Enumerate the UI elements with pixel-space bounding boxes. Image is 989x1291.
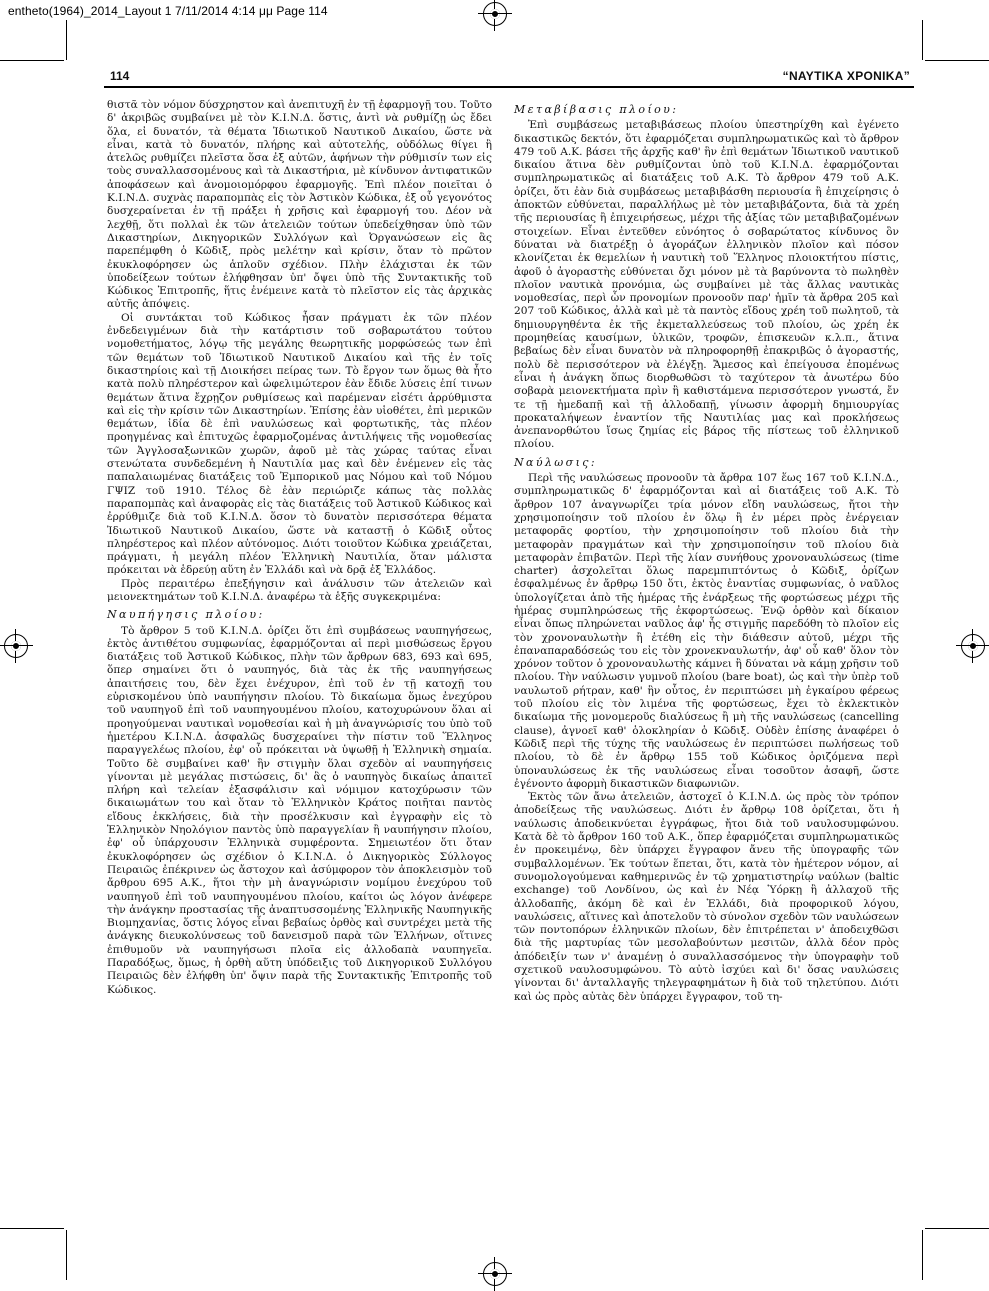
paragraph: θιστᾶ τὸν νόμον δύσχρηστον καὶ ἀνεπιτυχῆ ἐν τῇ ἐφαρμογῇ του. Τοῦτο δ' ἀκριβῶς συμβαίνει μὲ τὸν Κ.Ι.Ν.Δ. ὅστις, ἀντὶ νὰ ρυθμίζῃ ὡς ἔδει ὅλα, εἰ δυνατόν, τὰ θέματα Ἰδιωτικοῦ Ναυτικοῦ Δικαίου, ὥστε νὰ εἶναι, κατὰ τὸ δυνατόν, πλήρης καὶ αὐτοτελής, οὐδόλως θίγει ἢ ἀτελῶς ρυθμίζει πλεῖστα ὅσα ἐξ αὐτῶν, ἀφήνων τὴν ρύθμισίν των εἰς τοὺς συναλλασσομένους καὶ τὰ Δικαστήρια, μὲ κίνδυνον ἀντιφατικῶν ἀποφάσεων καὶ ἀνομοιομόρφου ἐφαρμογῆς. Ἐπὶ πλέον ποιεῖται ὁ Κ.Ι.Ν.Δ. συχνὰς παραπομπὰς εἰς τὸν Ἀστικὸν Κώδικα, ἐξ οὗ γεγονότος δυσχεραίνεται ἐν τῇ πράξει ἡ χρῆσις καὶ ἐφαρμογή του. Δέον νὰ λεχθῇ, ὅτι πολλαὶ ἐκ τῶν ἀτελειῶν τούτων ὑπεδείχθησαν ὑπὸ τῶν Δικαστηρίων, Δικηγορικῶν Συλλόγων καὶ Ὀργανώσεων εἰς ἃς παρεπέμφθη ὁ Κῶδιξ, πρὸς μελέτην καὶ κρίσιν, ὅταν τὸ πρῶτον ἐκυκλοφόρησεν ὡς ἁπλοῦν σχέδιον. Πλὴν ἐλάχισται ἐκ τῶν ὑποδείξεων τούτων ἐλήφθησαν ὑπ' ὄψει ὑπὸ τῆς Συντακτικῆς τοῦ Κώδικος Ἐπιτροπῆς, ἥτις ἐνέμεινε κατὰ τὸ πλεῖστον εἰς τὰς ἀρχικὰς αὐτῆς ἀπόψεις. — [107, 99, 492, 311]
crop-mark — [66, 20, 67, 60]
left-column — [107, 99, 492, 997]
crop-mark — [922, 20, 923, 60]
registration-mark-icon — [4, 634, 28, 658]
section-heading-shipbuilding: Ναυπήγησις πλοίου: — [107, 608, 265, 622]
paragraph: Οἱ συντάκται τοῦ Κώδικος ἦσαν πράγματι ἐκ τῶν πλέον ἐνδεδειγμένων διὰ τὴν κατάρτισιν τοῦ σοβαρωτάτου τούτου νομοθετήματος, λόγῳ τῆς μεγάλης θεωρητικῆς μορφώσεώς των ἐπὶ τῶν θεμάτων τοῦ Ἰδιωτικοῦ Ναυτικοῦ Δικαίου καὶ τῆς ἐν τοῖς δικαστηρίοις καὶ τῇ Διοικήσει πείρας των. Τὸ ἔργον των ὅμως θὰ ἦτο κατὰ πολὺ πληρέστερον καὶ ὠφελιμώτερον ἐὰν ἔδιδε λύσεις ἐπί τινων θεμάτων ἅτινα ἔχρῃζον ρυθμίσεως καὶ παρέμεναν εἰσέτι ἀρρύθμιστα καὶ εἰς τὴν κρίσιν τῶν Δικαστηρίων. Ἐπίσης ἐὰν υἱοθέτει, ἐπὶ μερικῶν θεμάτων, ἰδία δὲ ἐπὶ ναυλώσεως καὶ φορτωτικῆς, τὰς πλέον προηγμένας καὶ ἐπιτυχῶς ἐφαρμοζομένας ἀντιλήψεις τῆς νομοθεσίας τῶν Ἀγγλοσαξωνικῶν χωρῶν, ἀφοῦ μὲ τὰς χώρας ταύτας εἶναι στενώτατα συνδεδεμένη ἡ Ναυτιλία μας καὶ δὲν ἐνέμενεν εἰς τὰς παπαλαιωμένας διατάξεις τοῦ Ἐμπορικοῦ μας Νόμου καὶ τοῦ Νόμου ΓΨΙΖ τοῦ 1910. Τέλος δὲ ἐὰν περιώριζε κάπως τὰς πολλὰς παραπομπὰς καὶ ἀναφορὰς εἰς τὰς διατάξεις τοῦ Ἀστικοῦ Κώδικος καὶ ἐρρύθμιζε διὰ τοῦ Κ.Ι.Ν.Δ. ὅσον τὸ δυνατὸν περισσότερα θέματα Ἰδιωτικοῦ Ναυτικοῦ Δικαίου, ὥστε νὰ καταστῇ ὁ Κῶδιξ οὗτος πληρέστερος καὶ πλέον αὐτόνομος. Διότι τοιοῦτον Κώδικα χρειάζεται, πράγματι, ἡ μεγάλη πλέον Ἑλληνικὴ Ναυτιλία, ὅταν μάλιστα πρόκειται νὰ ἑδρεύῃ αὕτη ἐν Ἑλλάδι καὶ νὰ δρᾷ ἐξ Ἑλλάδος. — [107, 311, 492, 577]
paragraph: Ἐπὶ συμβάσεως μεταβιβάσεως πλοίου ὑπεστηρίχθη καὶ ἐγένετο δικαστικῶς δεκτόν, ὅτι ἐφαρμόζεται συμπληρωματικῶς καὶ τὸ ἄρθρον 479 τοῦ Α.Κ. βάσει τῆς ἀρχῆς καθ' ἣν ἐπὶ θεμάτων Ἰδιωτικοῦ ναυτικοῦ δικαίου ἅτινα δὲν ρυθμίζονται ὑπὸ τοῦ Κ.Ι.Ν.Δ. ἐφαρμόζονται συμπληρωματικῶς αἱ διατάξεις τοῦ Α.Κ. Τὸ ἄρθρον 479 τοῦ Α.Κ. ὁρίζει, ὅτι ἐὰν διὰ συμβάσεως μεταβιβάσθη περιουσία ἢ ἐπιχείρησις ὁ ἀποκτῶν εὐθύνεται, παραλλήλως μὲ τὸν μεταβιβάζοντα, διὰ τὰ χρέη τῆς περιουσίας ἢ ἐπιχειρήσεως, μέχρι τῆς ἀξίας τῶν μεταβιβαζομένων στοιχείων. Εἶναι ἐντεῦθεν εὐνόητος ὁ σοβαρώτατος κίνδυνος ὃν δύναται νὰ διατρέξῃ ὁ ἀγοράζων ἑλληνικὸν πλοῖον καὶ πόσον κλονίζεται ἐκ θεμελίων ἡ ναυτικὴ τοῦ Ἕλληνος πλοιοκτήτου πίστις, ἀφοῦ ὁ ἀγοραστὴς εὐθύνεται ὄχι μόνον μὲ τὰ βαρύνοντα τὸ πωληθὲν πλοῖον ναυτικὰ προνόμια, ὡς συμβαίνει μὲ τὰς ἄλλας ναυτικὰς νομοθεσίας, περὶ ὧν προνομίων προνοοῦν παρ' ἡμῖν τὰ ἄρθρα 205 καὶ 207 τοῦ Κώδικος, ἀλλὰ καὶ μὲ τὰ παντὸς εἴδους χρέη τοῦ πωλητοῦ, τὰ δημιουργηθέντα ἐκ τῆς ἐκμεταλλεύσεως τοῦ πλοίου, ὡς χρέη ἐκ προμηθείας καυσίμων, ὑλικῶν, τροφῶν, ἐπισκευῶν κ.λ.π., ἅτινα βεβαίως δὲν εἶναι δυνατὸν νὰ πληροφορηθῇ ἐπακριβῶς ὁ ἀγοραστής, πολὺ δὲ περισσότερον νὰ ἐλέγξῃ. Ἄμεσος καὶ ἐπείγουσα ἐπομένως εἶναι ἡ ἀνάγκη ὅπως διορθωθῶσι τὸ ταχύτερον τὰ ἀνωτέρω δύο σοβαρὰ μειονεκτήματα πρὶν ἢ καθιστάμενα περισσότερον γνωστά, ἔν τε τῇ ἡμεδαπῇ καὶ τῇ ἀλλοδαπῇ, γίνωσιν ἀφορμὴ δημιουργίας προκαταλήψεων ἐναντίον τῆς Ναυτιλίας μας καὶ προκλήσεως ἀνεπανορθώτου ἴσως ζημίας εἰς βάρος τῆς πίστεως τοῦ ἑλληνικοῦ πλοίου. — [514, 119, 899, 451]
header-rule — [104, 86, 914, 88]
print-slug-line: entheto(1964)_2014_Layout 1 7/11/2014 4:14 μμ Page 114 — [8, 4, 328, 18]
crop-mark — [925, 60, 989, 61]
registration-mark-icon — [483, 1262, 507, 1286]
crop-mark — [66, 1230, 67, 1280]
crop-mark — [0, 1228, 64, 1229]
right-column — [514, 99, 899, 1004]
registration-mark-icon — [961, 634, 985, 658]
paragraph: Τὸ ἄρθρον 5 τοῦ Κ.Ι.Ν.Δ. ὁρίζει ὅτι ἐπὶ συμβάσεως ναυπηγήσεως, ἐκτὸς ἀντιθέτου συμφωνίας, ἐφαρμόζονται αἱ περὶ μισθώσεως ἔργου διατάξεις τοῦ Ἀστικοῦ Κώδικος, πλὴν τῶν ἄρθρων 683, 693 καὶ 695, ὅπερ σημαίνει ὅτι ὁ ναυπηγός, διὰ τὰς ἐκ τῆς ναυπηγήσεως ἀπαιτήσεις του, δὲν ἔχει ἐνέχυρον, ἐπὶ τοῦ ἐν τῇ κατοχῇ του εὑρισκομένου ὑπὸ ναυπήγησιν πλοίου. Τὸ δικαίωμα ὅμως ἐνεχύρου τοῦ ναυπηγοῦ ἐπὶ τοῦ ναυπηγουμένου πλοίου, κατοχυρώνουν ὅλαι αἱ προηγούμεναι ναυτικαὶ νομοθεσίαι καὶ ἡ μὴ ἀναγνώρισίς του ὑπὸ τοῦ ἡμετέρου Κ.Ι.Ν.Δ. ἀσφαλῶς δυσχεραίνει τὴν πίστιν τοῦ Ἕλληνος παραγγελέως πλοίου, ἐφ' οὗ πρόκειται νὰ ὑψωθῇ ἡ Ἑλληνικὴ σημαία. Τοῦτο δὲ συμβαίνει καθ' ἣν στιγμὴν ὅλαι σχεδὸν αἱ ναυπηγήσεις γίνονται μὲ μεγάλας πιστώσεις, δι' ἃς ὁ ναυπηγὸς δικαίως ἀπαιτεῖ πλήρη καὶ τελείαν ἐξασφάλισιν καὶ νόμιμον κατοχύρωσιν τῶν δικαιωμάτων του καὶ ὅταν τὸ Ἑλληνικὸν Κράτος ποιῆται παντὸς εἴδους ἐκκλήσεις, διὰ τὴν προσέλκυσιν καὶ ἐγγραφὴν εἰς τὸ Ἑλληνικὸν Νηολόγιον παντὸς ὑπὸ παραγγελίαν ἢ ναυπήγησιν πλοίου, ἐφ' οὗ ὑπάρχουσιν Ἑλληνικὰ συμφέροντα. Σημειωτέον ὅτι ὅταν ἐκυκλοφόρησεν ὡς σχέδιον ὁ Κ.Ι.Ν.Δ. ὁ Δικηγορικὸς Σύλλογος Πειραιῶς ἐπέκρινεν ὡς ἄστοχον καὶ ἀσύμφορον τὸν ἀποκλεισμὸν τοῦ ἄρθρου 695 Α.Κ., ἥτοι τὴν μὴ ἀναγνώρισιν νομίμου ἐνεχύρου τοῦ ναυπηγοῦ ἐπὶ τοῦ ναυπηγουμένου πλοίου, καίτοι ὡς λόγον ἀνέφερε τὴν ἀνάγκην προστασίας τῆς ἀναπτυσσομένης Ἑλληνικῆς Ναυπηγικῆς Βιομηχανίας, ὅστις λόγος εἶναι βεβαίως ὀρθὸς καὶ συντρέχει μετὰ τῆς ἀνάγκης διευκολύνσεως τοῦ δανεισμοῦ παρὰ τῶν Ἑλλήνων, οἵτινες ἐπιθυμοῦν νὰ ναυπηγήσωσι πλοῖα εἰς ἀλλοδαπὰ ναυπηγεῖα. Παραδόξως, ὅμως, ἡ ὀρθὴ αὕτη ὑπόδειξις τοῦ Δικηγορικοῦ Συλλόγου Πειραιῶς δὲν ἐλήφθη ὑπ' ὄψιν παρὰ τῆς Συντακτικῆς Ἐπιτροπῆς τοῦ Κώδικος. — [107, 624, 492, 996]
paragraph: Περὶ τῆς ναυλώσεως προνοοῦν τὰ ἄρθρα 107 ἕως 167 τοῦ Κ.Ι.Ν.Δ., συμπληρωματικῶς δ' ἐφαρμόζονται καὶ αἱ διατάξεις τοῦ Α.Κ. Τὸ ἄρθρον 107 ἀναγνωρίζει τρία μόνον εἴδη ναυλώσεως, ἤτοι τὴν χρησιμοποίησιν τοῦ πλοίου ἐν ὅλῳ ἢ ἐν μέρει πρὸς ἐνέργειαν μεταφορᾶς φορτίου, τὴν χρησιμοποίησιν τοῦ πλοίου διὰ τὴν μεταφορὰν πραγμάτων καὶ τὴν χρησιμοποίησιν τοῦ πλοίου διὰ μεταφορὰν ἐπιβατῶν. Περὶ τῆς λίαν συνήθους χρονοναυλώσεως (time charter) ἀσχολεῖται ὅλως παρεμπιπτόντως ὁ Κῶδιξ, ὁρίζων ἐσφαλμένως ἐν ἄρθρῳ 150 ὅτι, ἐκτὸς ἐναντίας συμφωνίας, ὁ ναῦλος ὑπολογίζεται ἀπὸ τῆς ἡμέρας τῆς ἐνάρξεως τῆς φορτώσεως μέχρι τῆς ἡμέρας συμπληρώσεως τῆς ἐκφορτώσεως. Ἐνῷ ὀρθὸν καὶ δίκαιον εἶναι ὅπως πληρώνεται ναῦλος ἀφ' ἧς στιγμῆς παρεδόθη τὸ πλοῖον εἰς τὸν χρονοναυλωτὴν ἢ ἐτέθη εἰς τὴν διάθεσιν αὐτοῦ, μέχρι τῆς ἐπαναπαραδόσεώς του εἰς τὸν χρονεκναυλωτήν, ἀφ' οὗ καθ' ὅλον τὸν χρόνον τοῦτον ὁ χρονοναυλωτὴς κάμνει ἢ δύναται νὰ κάμῃ χρῆσιν τοῦ πλοίου. Τὴν ναύλωσιν γυμνοῦ πλοίου (bare boat), ὡς καὶ τὴν ὑπὲρ τοῦ ναυλωτοῦ ρήτραν, καθ' ἣν οὗτος, ἐν περιπτώσει μὴ ἐγκαίρου φέρεως τοῦ πλοίου εἰς τὸν λιμένα τῆς φορτώσεως, ἔχει τὸ ἐκλεκτικὸν δικαίωμα τῆς μονομεροῦς διαλύσεως ἢ μὴ τῆς ναυλώσεως (cancelling clause), ἀγνοεῖ καθ' ὁλοκληρίαν ὁ Κῶδιξ. Οὐδὲν ἐπίσης ἀναφέρει ὁ Κῶδιξ περὶ τῆς τύχης τῆς ναυλώσεως ἐν περιπτώσει πωλήσεως τοῦ πλοίου, τὸ δὲ ἐν ἄρθρῳ 155 τοῦ Κώδικος ὁριζόμενα περὶ ὑποναυλώσεως ἐκ τῆς ναυλώσεως εἶναι τοσοῦτον ἀσαφῆ, ὥστε ἐγένοντο ἀφορμὴ δικαστικῶν διαφωνιῶν. — [514, 472, 899, 790]
page-number: 114 — [110, 69, 130, 83]
running-title: “ΝΑΥΤΙΚΑ ΧΡΟΝΙΚΑ” — [782, 69, 910, 83]
running-header — [104, 66, 914, 92]
crop-mark — [0, 60, 64, 61]
paragraph: Ἐκτὸς τῶν ἄνω ἀτελειῶν, ἀστοχεῖ ὁ Κ.Ι.Ν.Δ. ὡς πρὸς τὸν τρόπον ἀποδείξεως τῆς ναυλώσεως. Διότι ἐν ἄρθρῳ 108 ὁρίζεται, ὅτι ἡ ναύλωσις ἀποδεικνύεται ἐγγράφως, ἤτοι διὰ τοῦ ναυλοσυμφώνου. Κατὰ δὲ τὸ ἄρθρον 160 τοῦ Α.Κ., ὅπερ ἐφαρμόζεται συμπληρωματικῶς ἐν προκειμένῳ, δὲν ὑπάρχει ἔγγραφον ἄνευ τῆς ὑπογραφῆς τῶν συμβαλλομένων. Ἐκ τούτων ἕπεται, ὅτι, κατὰ τὸν ἡμέτερον νόμον, αἱ συνομολογούμεναι καθημερινῶς ἐν τῷ χρηματιστηρίῳ ναύλων (baltic exchange) τοῦ Λονδίνου, ὡς καὶ ἐν Νέᾳ Ὑόρκῃ ἢ ἀλλαχοῦ τῆς ἀλλοδαπῆς, ἀκόμη δὲ καὶ ἐν Ἑλλάδι, διὰ προφορικοῦ λόγου, ναυλώσεις, αἵτινες καὶ ἀποτελοῦν τὸ σύνολον σχεδὸν τῶν ναυλώσεων τῶν ποντοπόρων ἑλληνικῶν πλοίων, δὲν ἐπιτρέπεται ν' ἀποδειχθῶσι διὰ τῆς μαρτυρίας τῶν μεσολαβούντων μεσιτῶν, ἀλλὰ δέον πρὸς ἀπόδειξίν των ν' ἀναμένῃ ὁ συναλλασσόμενος τὴν ὑπογραφὴν τοῦ σχετικοῦ ναυλοσυμφώνου. Τὸ αὐτὸ ἰσχύει καὶ δι' ὅσας ναυλώσεις γίνονται δι' ἀνταλλαγῆς τηλεγραφημάτων ἢ διὰ τοῦ τηλετύπου. Διότι καὶ ὡς πρὸς αὐτὰς δὲν ὑπάρχει ἔγγραφον, τοῦ τη- — [514, 791, 899, 1003]
registration-mark-icon — [483, 2, 507, 26]
crop-mark — [922, 1230, 923, 1280]
crop-mark — [925, 1228, 989, 1229]
section-heading-ship-transfer: Μεταβίβασις πλοίου: — [514, 103, 679, 116]
section-heading-chartering: Ναύλωσις: — [514, 455, 597, 469]
paragraph: Πρὸς περαιτέρω ἐπεξήγησιν καὶ ἀνάλυσιν τῶν ἀτελειῶν καὶ μειονεκτημάτων τοῦ Κ.Ι.Ν.Δ. ἀναφέρω τὰ ἑξῆς συγκεκριμένα: — [107, 577, 492, 603]
